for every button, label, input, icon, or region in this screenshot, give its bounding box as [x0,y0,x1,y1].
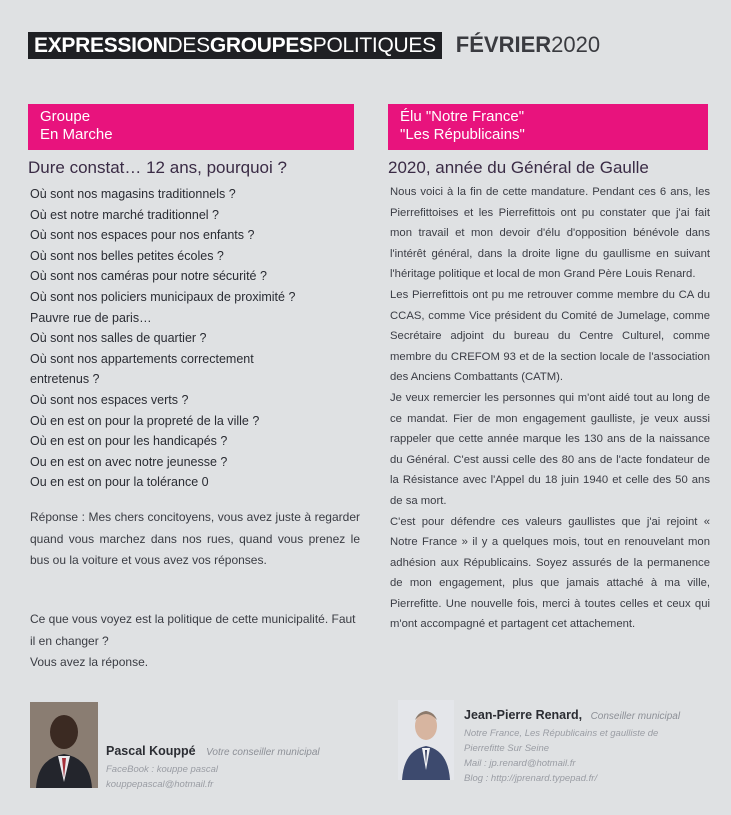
body-paragraph: C'est pour défendre ces valeurs gaullistes que j'ai rejoint « Notre France » il y a quelques mois, tout en renouvelant mon adhésion aux Républicains. Soyez assurés de la permanence de mon engagement, plus que jamais attaché à ma ville, Pierrefitte. Une nouvelle fois, merci à toutes celles et ceux qui m'ont accompagné et partagent cet attachement. [390,515,710,631]
signature-name: Pascal Kouppé [106,744,196,758]
left-article-title: Dure constat… 12 ans, pourquoi ? [28,158,287,177]
question-item: Où sont nos policiers municipaux de proximité ? [30,289,296,304]
body-paragraph: Je veux remercier les personnes qui m'ont aidé tout au long de ce mandat. Fier de mon engagement gaulliste, je veux aussi rappeler que cette année marque les 130 ans de la naissance du Général. C'est aussi celle des 80 ans de l'acte fondateur de la Résistance avec l'Appel du 18 juin 1940 et celle des 50 ans de sa mort. [390,391,710,507]
portrait-renard-icon [398,700,454,780]
masthead-date [456,32,600,58]
portrait-kouppe-icon [30,702,98,788]
closing-line-2: Vous avez la réponse. [30,655,149,669]
signature-email: Mail : jp.renard@hotmail.fr [464,758,576,769]
group-header-line2: "Les Républicains" [400,126,525,143]
question-item: Où sont nos caméras pour notre sécurité ? [30,269,267,284]
closing-line-1: Ce que vous voyez est la politique de cette municipalité. Faut il en changer ? [30,612,356,648]
signature-role: Conseiller municipal [590,711,681,722]
question-item: Où sont nos belles petites écoles ? [30,248,224,263]
masthead-month: FÉVRIER [455,32,552,57]
question-item: Où sont nos appartements correctement [30,351,254,366]
portrait-photo-renard [398,700,454,780]
signature-blog: Blog : http://jprenard.typepad.fr/ [464,773,598,784]
body-paragraph: Nous voici à la fin de cette mandature. Pendant ces 6 ans, les Pierrefittoises et les Pierrefittois ont pu constater que j'ai fait mon travail et mon devoir d'élu d'opposition bénévole dans l'intérêt général, dans la droite ligne du gaullisme en suivant l'héritage politique et local de mon Grand Père Louis Renard. [390,186,710,281]
question-item: Ou en est on pour la tolérance 0 [30,475,209,490]
signature-town: Pierrefitte Sur Seine [464,743,550,754]
right-article-body [390,182,710,682]
group-header-line1: Groupe [40,108,91,125]
masthead-title [28,32,442,59]
question-item: Ou en est on avec notre jeunesse ? [30,454,228,469]
group-header-line2: En Marche [40,126,113,143]
masthead-word-expression: EXPRESSION [34,33,168,57]
portrait-photo-kouppe [30,702,98,788]
question-item: Où est notre marché traditionnel ? [30,207,219,222]
signature-facebook: FaceBook : kouppe pascal [106,764,218,775]
group-header-notre-france [388,104,708,150]
question-item: Où en est on pour la propreté de la ville ? [30,413,260,428]
signature-block-right [398,700,718,800]
question-item: Pauvre rue de paris… [30,310,152,325]
question-item: Où sont nos espaces pour nos enfants ? [30,228,255,243]
question-item: Où en est on pour les handicapés ? [30,434,228,449]
masthead-word-groupes: GROUPES [209,33,313,57]
masthead-word-politiques: POLITIQUES [312,33,436,57]
right-article-title: 2020, année du Général de Gaulle [388,158,649,177]
question-item: Où sont nos salles de quartier ? [30,331,207,346]
masthead-year: 2020 [551,32,601,57]
signature-email: kouppepascal@hotmail.fr [106,779,214,790]
closing-paragraph [30,609,360,674]
signature-party: Notre France, Les Républicains et gaulliste de [464,728,659,739]
signature-role: Votre conseiller municipal [206,747,320,758]
signature-name: Jean-Pierre Renard, [464,708,583,722]
masthead [28,31,600,59]
group-header-line1: Élu "Notre France" [400,108,525,125]
question-item: entretenus ? [30,372,100,387]
question-list [30,184,360,493]
response-paragraph: Réponse : Mes chers concitoyens, vous avez juste à regarder quand vous marchez dans nos rues, quand vous prenez le bus ou la voiture et vous avez vos réponses. [30,510,360,567]
body-paragraph: Les Pierrefittois ont pu me retrouver comme membre du CA du CCAS, comme Vice président du Comité de Jumelage, comme Secrétaire adjoint du bureau du Centre Culturel, comme membre du CREFOM 93 et de la section locale de l'association des Anciens Combattants (CATM). [390,288,710,384]
question-item: Où sont nos espaces verts ? [30,392,189,407]
question-item: Où sont nos magasins traditionnels ? [30,187,236,201]
masthead-word-des: DES [167,33,210,57]
signature-block-left [30,702,360,792]
group-header-en-marche [28,104,354,150]
